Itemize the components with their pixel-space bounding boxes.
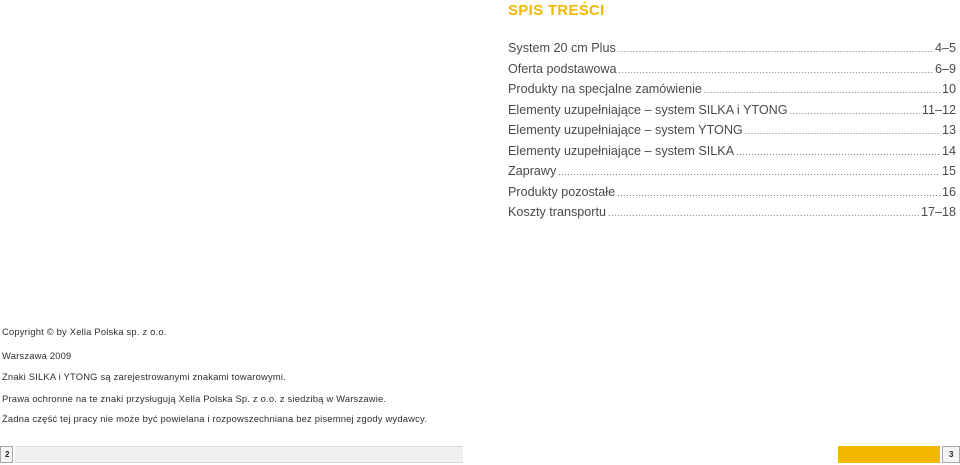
- toc-item[interactable]: [508, 185, 956, 206]
- right-page-number: 3: [949, 450, 954, 459]
- right-page-marker: [942, 446, 960, 463]
- toc-item-page: 14: [941, 143, 956, 158]
- left-page-marker: [0, 446, 13, 463]
- toc-item-leader: [704, 85, 940, 95]
- toc-item-page: 6–9: [934, 61, 956, 76]
- left-page-number: 2: [5, 450, 10, 459]
- toc-item-label: Koszty transportu: [508, 205, 606, 219]
- toc-item-leader: [608, 208, 919, 218]
- toc-item[interactable]: [508, 103, 956, 124]
- toc-item-page: 10: [941, 82, 956, 96]
- copyright-text: Copyright © by Xella Polska sp. z o.o.: [2, 326, 167, 337]
- toc-item-label: Zaprawy: [508, 164, 557, 178]
- toc-item-page: 16: [941, 184, 956, 199]
- toc-item[interactable]: [508, 164, 956, 185]
- toc-item-page: 15: [941, 164, 956, 178]
- toc-item[interactable]: [508, 205, 956, 226]
- toc-item-leader: [619, 65, 933, 75]
- toc-list: [508, 41, 956, 226]
- toc-item-label: Oferta podstawowa: [508, 61, 617, 76]
- toc-item[interactable]: [508, 41, 956, 62]
- rights-text: Prawa ochronne na te znaki przysługują Xella Polska Sp. z o.o. z siedzibą w Warszawie.: [2, 393, 387, 404]
- toc-item-label: System 20 cm Plus: [508, 41, 616, 55]
- toc-item-page: 17–18: [920, 205, 956, 219]
- toc-item[interactable]: [508, 123, 956, 144]
- toc-item-leader: [618, 44, 933, 54]
- city-year-text: Warszawa 2009: [2, 350, 72, 361]
- no-copy-text: Żadna część tej pracy nie może być powielana i rozpowszechniana bez pisemnej zgody wydawcy.: [2, 413, 427, 424]
- toc-item-leader: [617, 188, 940, 198]
- toc-title: SPIS TREŚCI: [508, 2, 605, 19]
- toc-item[interactable]: [508, 144, 956, 165]
- toc-item-leader: [790, 106, 920, 116]
- toc-item-leader: [745, 126, 940, 136]
- toc-item-leader: [558, 167, 940, 177]
- toc-item-label: Elementy uzupełniające – system SILKA i YTONG: [508, 102, 788, 117]
- toc-item[interactable]: [508, 62, 956, 83]
- toc-item-page: 13: [941, 123, 956, 137]
- toc-item-label: Elementy uzupełniające – system SILKA: [508, 143, 735, 158]
- toc-item[interactable]: [508, 82, 956, 103]
- toc-item-label: Produkty na specjalne zamówienie: [508, 82, 702, 96]
- toc-item-page: 4–5: [934, 41, 956, 55]
- toc-item-page: 11–12: [921, 102, 956, 117]
- footer-band: [15, 446, 463, 463]
- toc-item-leader: [736, 147, 940, 157]
- toc-item-label: Elementy uzupełniające – system YTONG: [508, 123, 743, 137]
- footer-accent-bar: [838, 446, 940, 463]
- trademark-text: Znaki SILKA i YTONG są zarejestrowanymi znakami towarowymi.: [2, 371, 286, 382]
- toc-item-label: Produkty pozostałe: [508, 184, 616, 199]
